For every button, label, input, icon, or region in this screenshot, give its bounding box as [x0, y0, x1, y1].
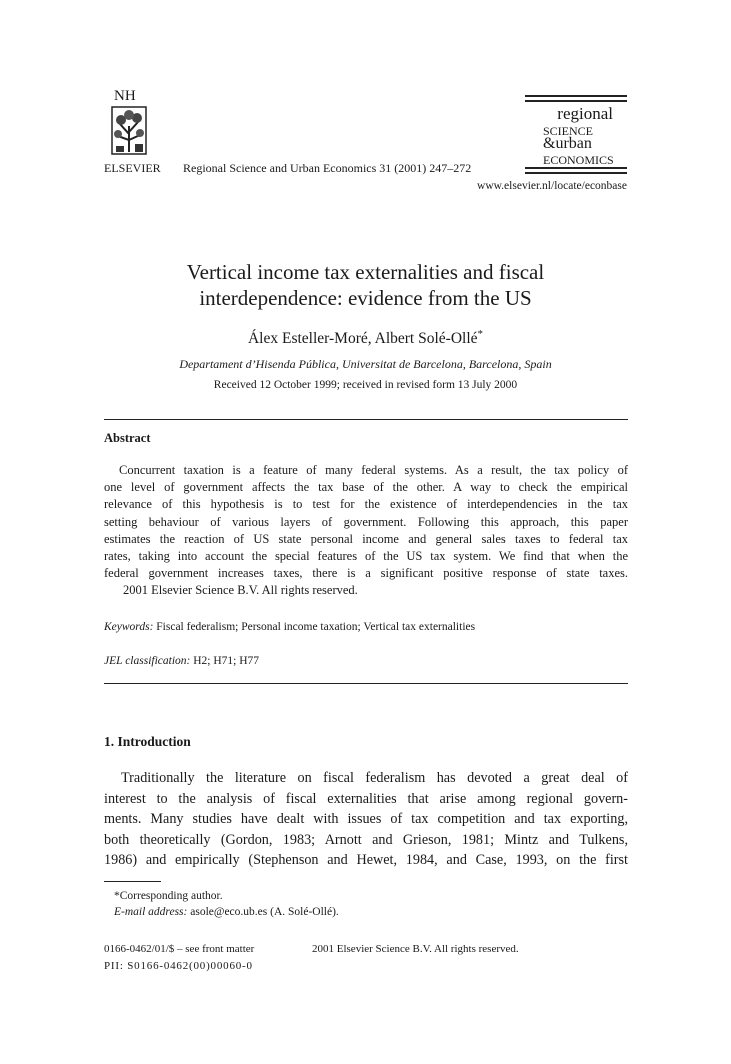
section-heading-introduction: 1. Introduction	[104, 734, 191, 749]
jel-label: JEL classification:	[104, 655, 191, 667]
journal-citation: Regional Science and Urban Economics 31 (2001) 247–272	[183, 161, 472, 175]
footnote-rule	[104, 881, 161, 882]
elsevier-name: ELSEVIER	[104, 161, 161, 175]
logo-rule-top-2	[525, 100, 627, 102]
abstract-line-3: relevance of this hypothesis is to test for the existence of interdependencies in the tax	[104, 497, 628, 512]
intro-line-3: ments. Many studies have dealt with issues of tax competition and tax exporting,	[104, 811, 628, 828]
abstract-line-6: rates, taking into account the special features of the US tax system. We find that when the	[104, 549, 628, 564]
abstract-line-1: Concurrent taxation is a feature of many federal systems. As a result, the tax policy of	[119, 463, 628, 477]
abstract-body	[104, 462, 628, 600]
authors-text: Álex Esteller-Moré, Albert Solé-Ollé	[247, 330, 478, 348]
email-text: asole@eco.ub.es (A. Solé-Ollé).	[190, 906, 339, 918]
jel-classification	[104, 655, 259, 667]
keywords-text: Fiscal federalism; Personal income taxation; Vertical tax externalities	[156, 621, 476, 633]
keywords	[104, 621, 475, 633]
logo-rule-bottom-1	[525, 167, 627, 169]
corresponding-mark: *	[477, 328, 484, 340]
journal-url: www.elsevier.nl/locate/econbase	[477, 180, 627, 192]
jel-text: H2; H71; H77	[193, 655, 260, 667]
intro-line-4: both theoretically (Gordon, 1983; Arnott and Grieson, 1981; Mintz and Tulkens,	[104, 831, 628, 848]
journal-logo-line-2: SCIENCE	[543, 124, 594, 138]
journal-logo	[525, 95, 627, 175]
received-dates: Received 12 October 1999; received in revised form 13 July 2000	[213, 379, 518, 391]
email-label: E-mail address:	[114, 906, 188, 918]
journal-logo-line-3: &urban	[543, 135, 592, 152]
article-authors	[0, 328, 731, 348]
abstract-line-7: federal government increases taxes, there is a significant positive response of state taxes.	[104, 566, 628, 581]
abstract-line-4: setting behaviour of various layers of government. Following this approach, this paper	[104, 514, 628, 529]
footer-pii: PII: S0166-0462(00)00060-0	[104, 960, 253, 972]
footnote-email	[114, 906, 339, 918]
intro-line-2: interest to the analysis of fiscal externalities that arise among regional govern-	[104, 790, 628, 807]
intro-line-5: 1986) and empirically (Stephenson and Hewet, 1984, and Case, 1993, on the first	[104, 852, 628, 869]
footer-issn: 0166-0462/01/$ – see front matter	[104, 943, 255, 955]
journal-logo-line-4: ECONOMICS	[543, 153, 614, 167]
article-title-line-1: Vertical income tax externalities and fiscal	[186, 260, 545, 284]
abstract-copyright: 2001 Elsevier Science B.V. All rights reserved.	[123, 583, 358, 598]
footnote-corresponding: *Corresponding author.	[114, 890, 223, 902]
affiliation: Departament d’Hisenda Pública, Universitat de Barcelona, Barcelona, Spain	[179, 357, 552, 371]
abstract-heading: Abstract	[104, 431, 151, 445]
abstract-line-2: one level of government affects the tax base of the other. A way to check the empirical	[104, 480, 628, 495]
footer-copyright: 2001 Elsevier Science B.V. All rights reserved.	[312, 943, 519, 955]
rule-above-abstract	[104, 419, 628, 420]
article-title-line-2: interdependence: evidence from the US	[199, 286, 532, 310]
logo-rule-bottom-2	[525, 172, 627, 174]
elsevier-tree-icon	[110, 106, 148, 156]
keywords-label: Keywords:	[104, 621, 154, 633]
rule-below-keywords	[104, 683, 628, 684]
abstract-line-5: estimates the reaction of US state personal income and general sales taxes to federal tax	[104, 531, 628, 546]
nh-logo-text: NH	[114, 88, 136, 104]
intro-line-1: Traditionally the literature on fiscal federalism has devoted a great deal of	[121, 770, 628, 786]
logo-rule-top-1	[525, 95, 627, 97]
elsevier-logo	[104, 88, 164, 178]
journal-logo-line-1: regional	[557, 104, 613, 123]
introduction-body	[104, 768, 628, 871]
